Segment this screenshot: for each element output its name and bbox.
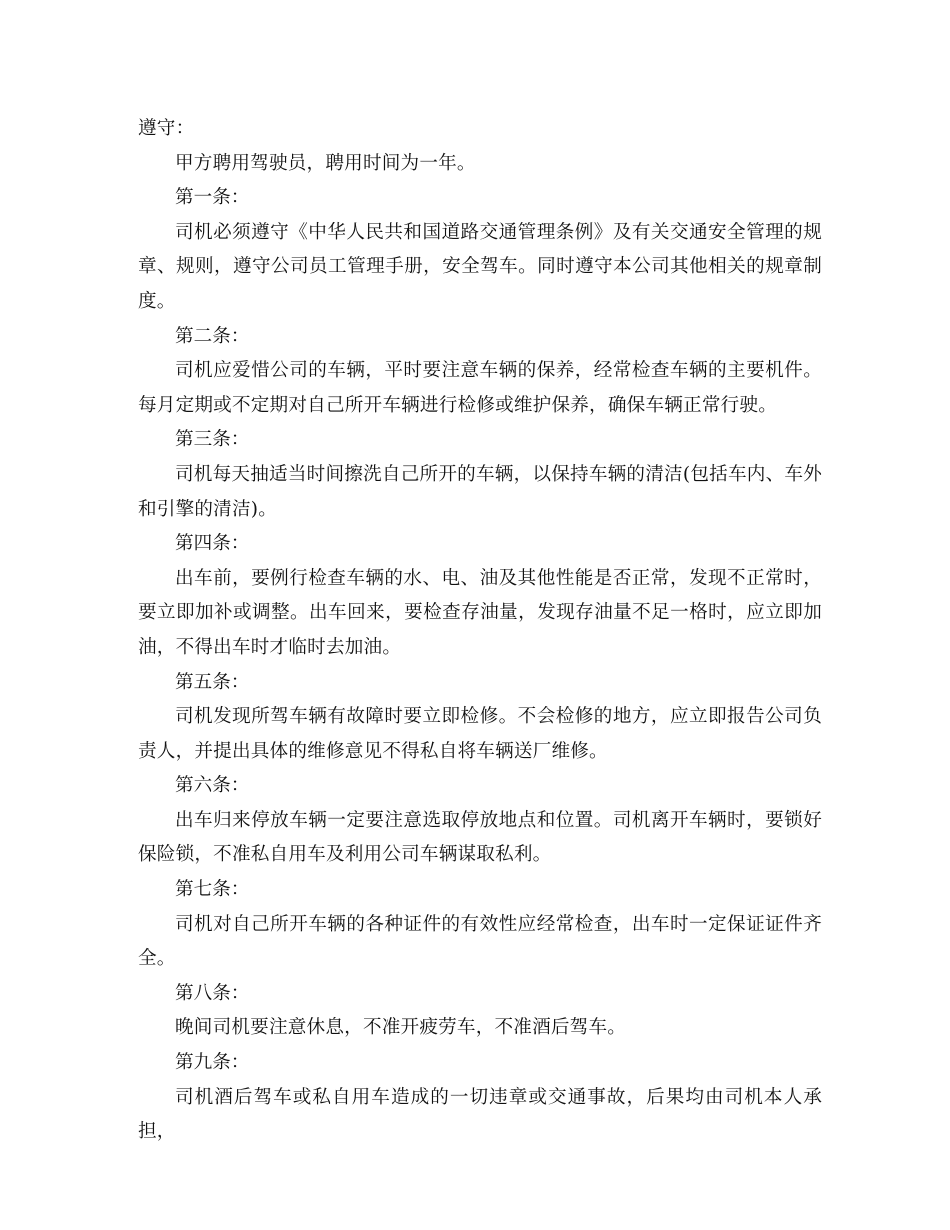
document-body <box>138 112 822 1150</box>
article-3-heading: 第三条： <box>175 429 250 451</box>
intro-fragment: 遵守： <box>138 118 195 139</box>
article-9-heading: 第九条： <box>175 1052 250 1074</box>
article-5-heading: 第五条： <box>175 671 250 693</box>
article-5-text: 司机发现所驾车辆有故障时要立即检修。不会检修的地方，应立即报告公司负责人，并提出具体的维修意见不得私自将车辆送厂维修。 <box>138 706 822 762</box>
article-1-text: 司机必须遵守《中华人民共和国道路交通管理条例》及有关交通安全管理的规章、规则，遵守公司员工管理手册，安全驾车。同时遵守本公司其他相关的规章制度。 <box>138 221 822 312</box>
article-7-heading: 第七条： <box>175 879 250 901</box>
article-7-text: 司机对自己所开车辆的各种证件的有效性应经常检查，出车时一定保证证件齐全。 <box>138 913 822 970</box>
article-6-text: 出车归来停放车辆一定要注意选取停放地点和位置。司机离开车辆时，要锁好保险锁，不准私自用车及利用公司车辆谋取私利。 <box>138 809 822 866</box>
article-8-text: 晚间司机要注意休息，不准开疲劳车，不准酒后驾车。 <box>175 1017 627 1039</box>
article-2-heading: 第二条： <box>175 325 250 347</box>
article-8-heading: 第八条： <box>175 982 250 1004</box>
article-2-text: 司机应爱惜公司的车辆，平时要注意车辆的保养，经常检查车辆的主要机件。每月定期或不定期对自己所开车辆进行检修或维护保养，确保车辆正常行驶。 <box>138 360 822 416</box>
article-4-heading: 第四条： <box>175 533 250 555</box>
article-4-text: 出车前，要例行检查车辆的水、电、油及其他性能是否正常，发现不正常时，要立即加补或调整。出车回来，要检查存油量，发现存油量不足一格时，应立即加油，不得出车时才临时去加油。 <box>138 567 822 658</box>
article-1-heading: 第一条： <box>175 187 250 209</box>
article-3-text: 司机每天抽适当时间擦洗自己所开的车辆，以保持车辆的清洁(包括车内、车外和引擎的清洁)。 <box>138 463 822 520</box>
article-9-text: 司机酒后驾车或私自用车造成的一切违章或交通事故，后果均由司机本人承担， <box>138 1086 822 1143</box>
intro-paragraph: 甲方聘用驾驶员，聘用时间为一年。 <box>175 152 476 174</box>
article-6-heading: 第六条： <box>175 775 250 797</box>
